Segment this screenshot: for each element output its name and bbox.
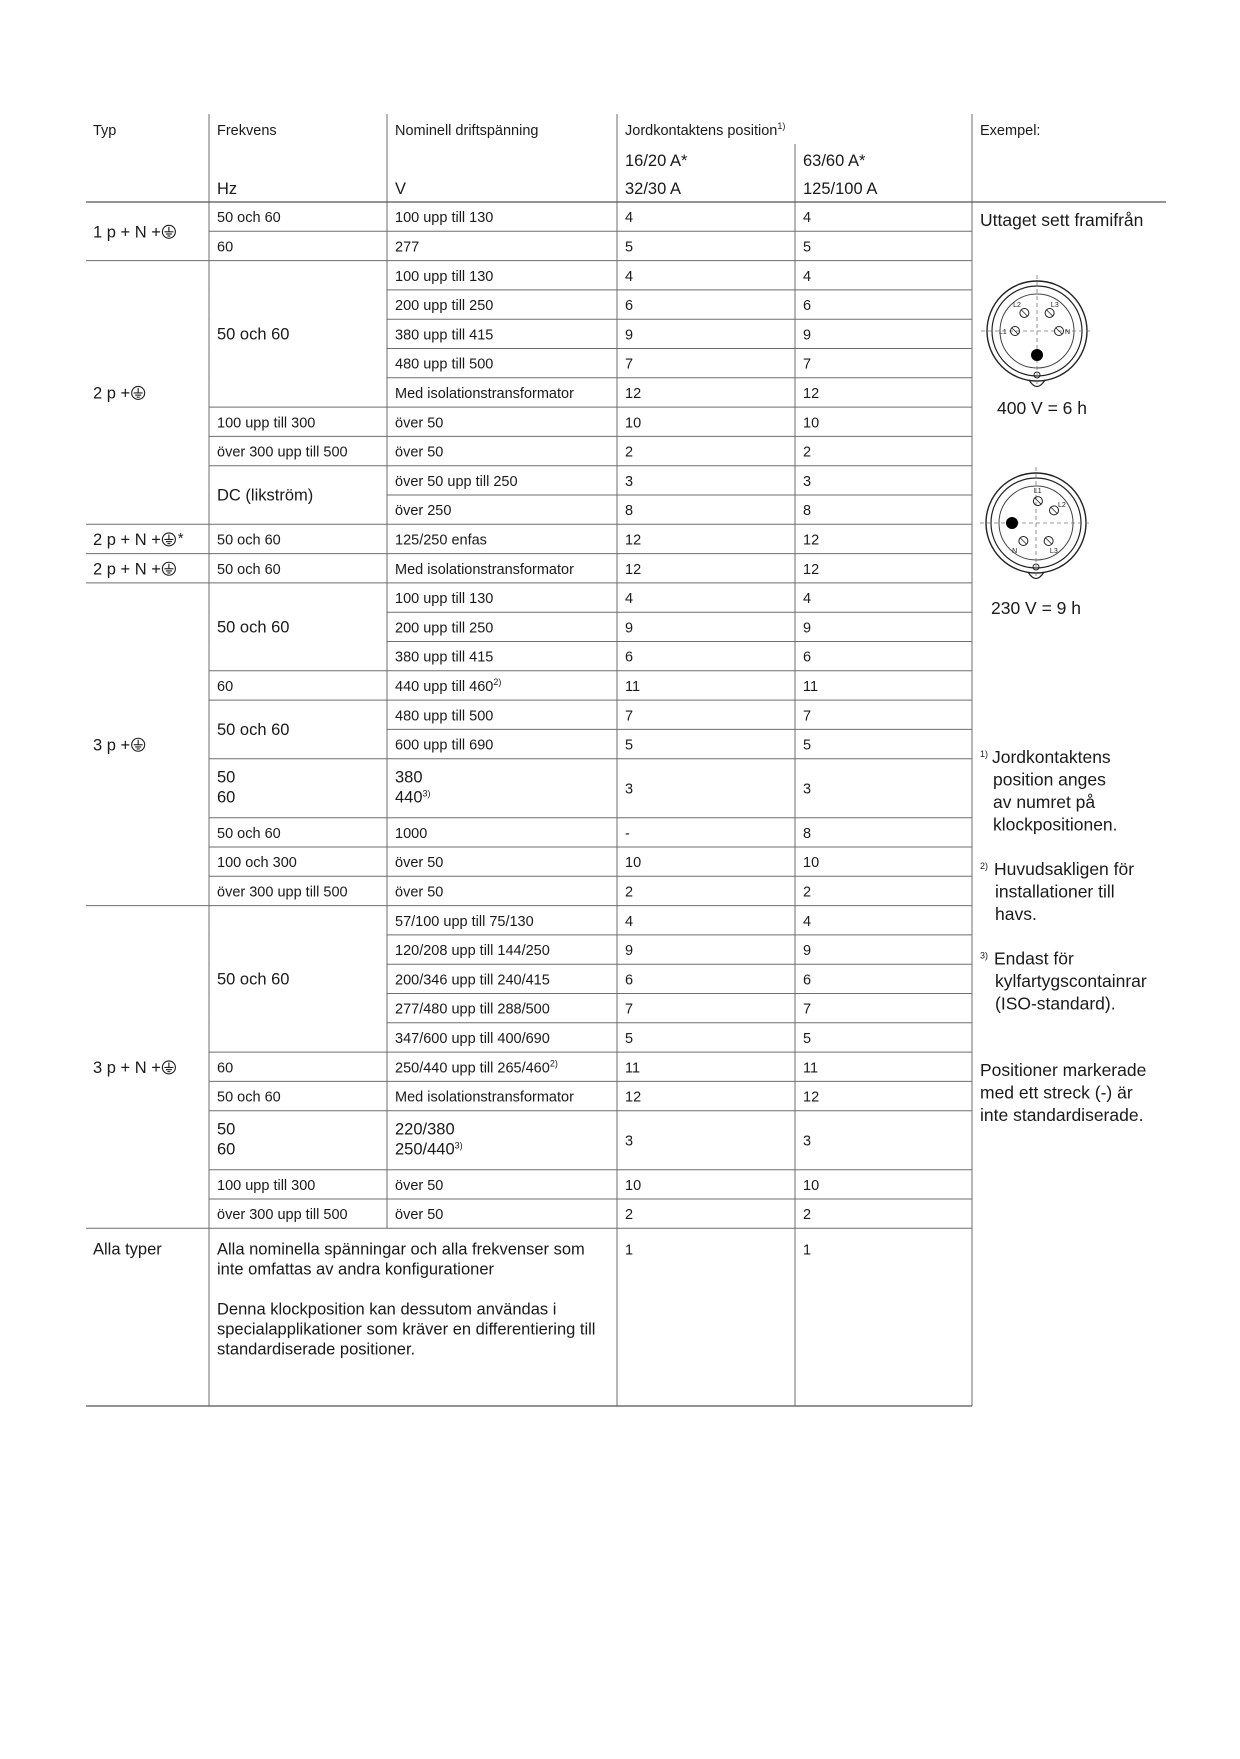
- voltage-cell-text: Med isolationstransformator: [395, 561, 574, 578]
- voltage-cell: [395, 914, 534, 930]
- socket-pin-label: L1: [1033, 488, 1042, 496]
- protective-earth-icon: [132, 738, 145, 751]
- position-63a-cell: 2: [803, 1207, 812, 1224]
- voltage-cell-text: 200 upp till 250: [395, 620, 494, 637]
- footnote-line: havs.: [995, 904, 1037, 924]
- position-16a-cell: 11: [625, 678, 641, 695]
- voltage-cell-2: [395, 1141, 463, 1159]
- voltage-cell: [395, 269, 493, 285]
- col-header-jord-text: Jordkontaktens position: [625, 123, 778, 139]
- col-header-hz: Hz: [217, 180, 238, 198]
- position-16a-cell: 2: [625, 884, 634, 901]
- position-16a-cell: 7: [625, 708, 634, 725]
- position-16a-cell: 2: [625, 1207, 634, 1224]
- col-header-32a: 32/30 A: [625, 180, 681, 198]
- voltage-cell-text: över 50: [395, 444, 444, 461]
- position-63a-cell: 5: [803, 737, 812, 754]
- voltage-cell-text: 277/480 upp till 288/500: [395, 1001, 550, 1018]
- position-63a-cell: 4: [803, 268, 812, 285]
- voltage-cell: [395, 1121, 455, 1139]
- voltage-cell: [395, 855, 443, 871]
- col-header-jord-footnote-mark: 1): [777, 121, 786, 131]
- position-63a-cell: 7: [803, 1001, 812, 1018]
- voltage-cell: [395, 1031, 550, 1047]
- position-16a-cell: 6: [625, 298, 634, 315]
- voltage-cell-text: Med isolationstransformator: [395, 385, 574, 402]
- voltage-cell: [395, 562, 574, 578]
- type-label: [93, 384, 130, 402]
- position-16a-cell: 11: [625, 1060, 641, 1077]
- voltage-cell-text: över 50: [395, 415, 444, 432]
- position-16a-cell: 8: [625, 503, 634, 520]
- footnote-line: (ISO-standard).: [995, 993, 1116, 1014]
- voltage-cell-text: 220/380: [395, 1120, 455, 1139]
- position-16a-cell: 5: [625, 239, 634, 256]
- voltage-cell: [395, 445, 443, 461]
- position-63a-cell: 10: [803, 855, 820, 872]
- position-16a-cell: 7: [625, 1001, 634, 1018]
- voltage-cell-text: 125/250 enfas: [395, 532, 487, 549]
- freq-cell: 50 och 60: [217, 1089, 281, 1106]
- voltage-cell: [395, 826, 427, 842]
- voltage-cell-text: 380: [395, 768, 423, 787]
- socket-pin-label: L1: [999, 329, 1007, 336]
- voltage-cell: [395, 591, 493, 607]
- voltage-cell-text: 200 upp till 250: [395, 298, 494, 315]
- position-16a-cell: 12: [625, 1089, 642, 1106]
- voltage-cell: [395, 1207, 443, 1223]
- protective-earth-icon: [162, 1061, 175, 1074]
- socket-pin-label: L2: [1013, 301, 1021, 309]
- voltage-cell-text: 277: [395, 239, 420, 256]
- dash-note-line: Positioner markerade: [980, 1060, 1147, 1080]
- position-16a-cell: 10: [625, 415, 642, 432]
- position-16a-cell: 3: [625, 473, 634, 490]
- type-label-text: 3 p +: [93, 736, 131, 755]
- position-63a-cell: 5: [803, 1030, 812, 1047]
- voltage-cell: [395, 474, 518, 490]
- alla-position-16a: 1: [625, 1242, 634, 1259]
- voltage-cell-text: Med isolationstransformator: [395, 1089, 574, 1106]
- col-header-typ: Typ: [93, 123, 117, 139]
- voltage-cell: [395, 357, 493, 373]
- protective-earth-icon: [162, 533, 175, 546]
- footnote-line: klockpositionen.: [993, 814, 1118, 835]
- voltage-cell-text: 250/440 upp till 265/460: [395, 1060, 550, 1077]
- voltage-cell-text: över 50: [395, 855, 444, 872]
- position-63a-cell: 2: [803, 884, 812, 901]
- position-16a-cell: 4: [625, 268, 634, 285]
- freq-cell: 50: [217, 1120, 236, 1139]
- type-label: [93, 531, 161, 549]
- freq-cell: 100 upp till 300: [217, 415, 316, 432]
- type-label: [93, 560, 161, 578]
- position-16a-cell: 3: [625, 1133, 634, 1150]
- type-label: [93, 736, 130, 754]
- freq-cell: 50 och 60: [217, 720, 290, 739]
- freq-cell: 60: [217, 1140, 236, 1159]
- alla-position-63a: 1: [803, 1242, 812, 1259]
- freq-cell: 50 och 60: [217, 210, 281, 227]
- footnote-mark: 2): [980, 861, 989, 871]
- freq-cell: över 300 upp till 500: [217, 884, 348, 901]
- type-label-text: 2 p + N +: [93, 530, 161, 549]
- position-16a-cell: 5: [625, 1030, 634, 1047]
- type-label-text: 2 p + N +: [93, 560, 161, 579]
- voltage-cell: [395, 884, 443, 900]
- voltage-cell-text: över 50: [395, 1207, 444, 1224]
- socket-diagram-230v: [980, 467, 1092, 579]
- position-16a-cell: 3: [625, 781, 634, 798]
- position-63a-cell: 4: [803, 913, 812, 930]
- socket-pin-label: L3: [1050, 301, 1059, 309]
- position-63a-cell: 9: [803, 620, 812, 637]
- voltage-cell-2: [395, 789, 431, 807]
- position-63a-cell: 9: [803, 943, 812, 960]
- position-63a-cell: 8: [803, 503, 812, 520]
- position-63a-cell: 12: [803, 1089, 820, 1106]
- voltage-cell-2-footnote-mark: 3): [422, 788, 431, 799]
- voltage-cell: [395, 1058, 558, 1076]
- position-63a-cell: 11: [803, 1060, 819, 1077]
- voltage-cell-text: 480 upp till 500: [395, 708, 494, 725]
- col-header-nominell: Nominell driftspänning: [395, 123, 539, 139]
- voltage-cell-text: 380 upp till 415: [395, 649, 494, 666]
- position-16a-cell: 5: [625, 737, 634, 754]
- position-16a-cell: 2: [625, 444, 634, 461]
- footnote-line: position anges: [993, 769, 1106, 790]
- voltage-cell: [395, 708, 493, 724]
- type-asterisk: *: [177, 530, 184, 547]
- freq-cell: 50 och 60: [217, 618, 290, 637]
- voltage-cell: [395, 532, 487, 548]
- position-16a-cell: 12: [625, 561, 642, 578]
- voltage-cell-text: 380 upp till 415: [395, 327, 494, 344]
- voltage-cell: [395, 1090, 574, 1106]
- voltage-cell-text: 100 upp till 130: [395, 591, 494, 608]
- position-16a-cell: 9: [625, 327, 634, 344]
- position-63a-cell: 3: [803, 1133, 812, 1150]
- position-63a-cell: 12: [803, 561, 820, 578]
- position-63a-cell: 10: [803, 1177, 820, 1194]
- voltage-cell: [395, 769, 423, 787]
- voltage-cell: [395, 1002, 550, 1018]
- position-16a-cell: 10: [625, 855, 642, 872]
- socket-400v-label: 400 V = 6 h: [997, 398, 1088, 418]
- position-63a-cell: 4: [803, 591, 812, 608]
- socket-diagram-400v: [981, 275, 1093, 387]
- voltage-cell: [395, 677, 501, 695]
- position-63a-cell: 6: [803, 649, 812, 666]
- position-16a-cell: 4: [625, 210, 634, 227]
- freq-cell: 50 och 60: [217, 532, 281, 549]
- position-63a-cell: 7: [803, 708, 812, 725]
- voltage-cell-text: 100 upp till 130: [395, 268, 494, 285]
- freq-cell: 50 och 60: [217, 325, 290, 344]
- voltage-cell-text: 440 upp till 460: [395, 678, 494, 695]
- position-63a-cell: 3: [803, 781, 812, 798]
- voltage-cell: [395, 239, 419, 255]
- position-16a-cell: 12: [625, 532, 642, 549]
- freq-cell: 60: [217, 1060, 234, 1077]
- position-16a-cell: 9: [625, 620, 634, 637]
- voltage-cell-footnote-mark: 2): [493, 676, 502, 687]
- voltage-cell-text: 100 upp till 130: [395, 210, 494, 227]
- freq-cell: över 300 upp till 500: [217, 1207, 348, 1224]
- voltage-cell: [395, 943, 550, 959]
- type-label: [93, 1059, 161, 1077]
- freq-cell: 100 och 300: [217, 855, 297, 872]
- col-header-v: V: [395, 180, 407, 198]
- freq-cell: 60: [217, 678, 234, 695]
- voltage-cell: [395, 298, 493, 314]
- voltage-cell-text: 1000: [395, 825, 428, 842]
- col-header-63a: 63/60 A*: [803, 152, 866, 170]
- footnote-line: installationer till: [995, 881, 1115, 902]
- voltage-cell-text: 57/100 upp till 75/130: [395, 913, 534, 930]
- position-16a-cell: 10: [625, 1177, 642, 1194]
- alla-description-line: Denna klockposition kan dessutom användas i: [217, 1300, 557, 1319]
- footnote-mark: 1): [980, 749, 989, 759]
- voltage-cell: [395, 650, 493, 666]
- col-header-jord: [625, 121, 785, 139]
- position-16a-cell: 7: [625, 356, 634, 373]
- voltage-cell: [395, 327, 493, 343]
- col-header-frekvens: Frekvens: [217, 123, 277, 139]
- voltage-cell-text: 347/600 upp till 400/690: [395, 1030, 550, 1047]
- position-63a-cell: 9: [803, 327, 812, 344]
- position-63a-cell: 6: [803, 972, 812, 989]
- protective-earth-icon: [162, 225, 175, 238]
- alla-description-line: Alla nominella spänningar och alla frekvenser som: [217, 1240, 585, 1259]
- position-16a-cell: 4: [625, 913, 634, 930]
- voltage-cell-text: över 50 upp till 250: [395, 473, 518, 490]
- voltage-cell: [395, 620, 493, 636]
- freq-cell: 50: [217, 768, 236, 787]
- voltage-cell-text: över 50: [395, 884, 444, 901]
- voltage-cell-2-text: 250/440: [395, 1140, 455, 1159]
- position-63a-cell: 8: [803, 825, 812, 842]
- voltage-cell: [395, 972, 550, 988]
- example-caption: Uttaget sett framifrån: [980, 210, 1144, 230]
- freq-cell: 50 och 60: [217, 825, 281, 842]
- position-63a-cell: 12: [803, 532, 820, 549]
- voltage-cell-text: 480 upp till 500: [395, 356, 494, 373]
- dash-note-line: med ett streck (-) är: [980, 1082, 1133, 1103]
- socket-pin-label: N: [1012, 548, 1018, 556]
- voltage-cell-text: 200/346 upp till 240/415: [395, 972, 550, 989]
- position-63a-cell: 10: [803, 415, 820, 432]
- socket-pin-label: N: [1065, 329, 1071, 336]
- freq-cell: 60: [217, 788, 236, 807]
- voltage-cell-2-text: 440: [395, 788, 423, 807]
- footnote-line: Jordkontaktens: [992, 747, 1111, 767]
- position-16a-cell: -: [625, 825, 630, 842]
- footnote-line: av numret på: [993, 792, 1096, 812]
- alla-description-line: standardiserade positioner.: [217, 1340, 416, 1359]
- footnote-mark: 3): [980, 950, 989, 961]
- socket-pin-label: L3: [1049, 548, 1058, 556]
- freq-cell: 50 och 60: [217, 970, 290, 989]
- socket-pin-label: L2: [1058, 502, 1066, 510]
- footnote-line: Huvudsakligen för: [994, 859, 1135, 879]
- voltage-cell: [395, 503, 451, 519]
- position-16a-cell: 12: [625, 385, 642, 402]
- voltage-cell-text: över 50: [395, 1177, 444, 1194]
- col-header-exempel: Exempel:: [980, 123, 1041, 139]
- position-16a-cell: 6: [625, 972, 634, 989]
- freq-cell: 50 och 60: [217, 561, 281, 578]
- freq-cell: 60: [217, 239, 234, 256]
- freq-cell: över 300 upp till 500: [217, 444, 348, 461]
- type-label-alla: Alla typer: [93, 1240, 162, 1259]
- dash-note-line: inte standardiserade.: [980, 1105, 1144, 1125]
- voltage-cell: [395, 210, 493, 226]
- footnote-line: Endast för: [994, 948, 1074, 969]
- position-63a-cell: 5: [803, 239, 812, 256]
- col-header-125a: 125/100 A: [803, 180, 878, 198]
- freq-cell: DC (likström): [217, 486, 314, 505]
- freq-cell: 100 upp till 300: [217, 1177, 316, 1194]
- voltage-cell: [395, 1178, 443, 1194]
- position-16a-cell: 4: [625, 591, 634, 608]
- position-63a-cell: 2: [803, 444, 812, 461]
- position-63a-cell: 12: [803, 385, 820, 402]
- position-16a-cell: 6: [625, 649, 634, 666]
- protective-earth-icon: [132, 386, 145, 399]
- voltage-cell-2-footnote-mark: 3): [454, 1140, 463, 1151]
- voltage-cell-text: 600 upp till 690: [395, 737, 494, 754]
- voltage-cell-footnote-mark: 2): [549, 1058, 558, 1069]
- position-63a-cell: 3: [803, 473, 812, 490]
- type-label-text: 1 p + N +: [93, 223, 161, 242]
- protective-earth-icon: [162, 562, 175, 575]
- voltage-cell-text: 120/208 upp till 144/250: [395, 943, 550, 960]
- socket-230v-label: 230 V = 9 h: [991, 598, 1082, 618]
- footnote-line: kylfartygscontainrar: [995, 971, 1147, 991]
- col-header-16a: 16/20 A*: [625, 152, 688, 170]
- alla-description-line: specialapplikationer som kräver en differentiering till: [217, 1320, 596, 1339]
- position-16a-cell: 9: [625, 943, 634, 960]
- type-label-text: 3 p + N +: [93, 1058, 161, 1077]
- position-63a-cell: 4: [803, 210, 812, 227]
- voltage-cell: [395, 738, 493, 754]
- position-63a-cell: 6: [803, 298, 812, 315]
- voltage-cell: [395, 386, 574, 402]
- position-63a-cell: 11: [803, 678, 819, 695]
- type-label: [93, 223, 161, 241]
- alla-description-line: inte omfattas av andra konfigurationer: [217, 1260, 494, 1279]
- voltage-cell: [395, 415, 443, 431]
- type-label-text: 2 p +: [93, 384, 131, 403]
- position-63a-cell: 7: [803, 356, 812, 373]
- voltage-cell-text: över 250: [395, 503, 452, 520]
